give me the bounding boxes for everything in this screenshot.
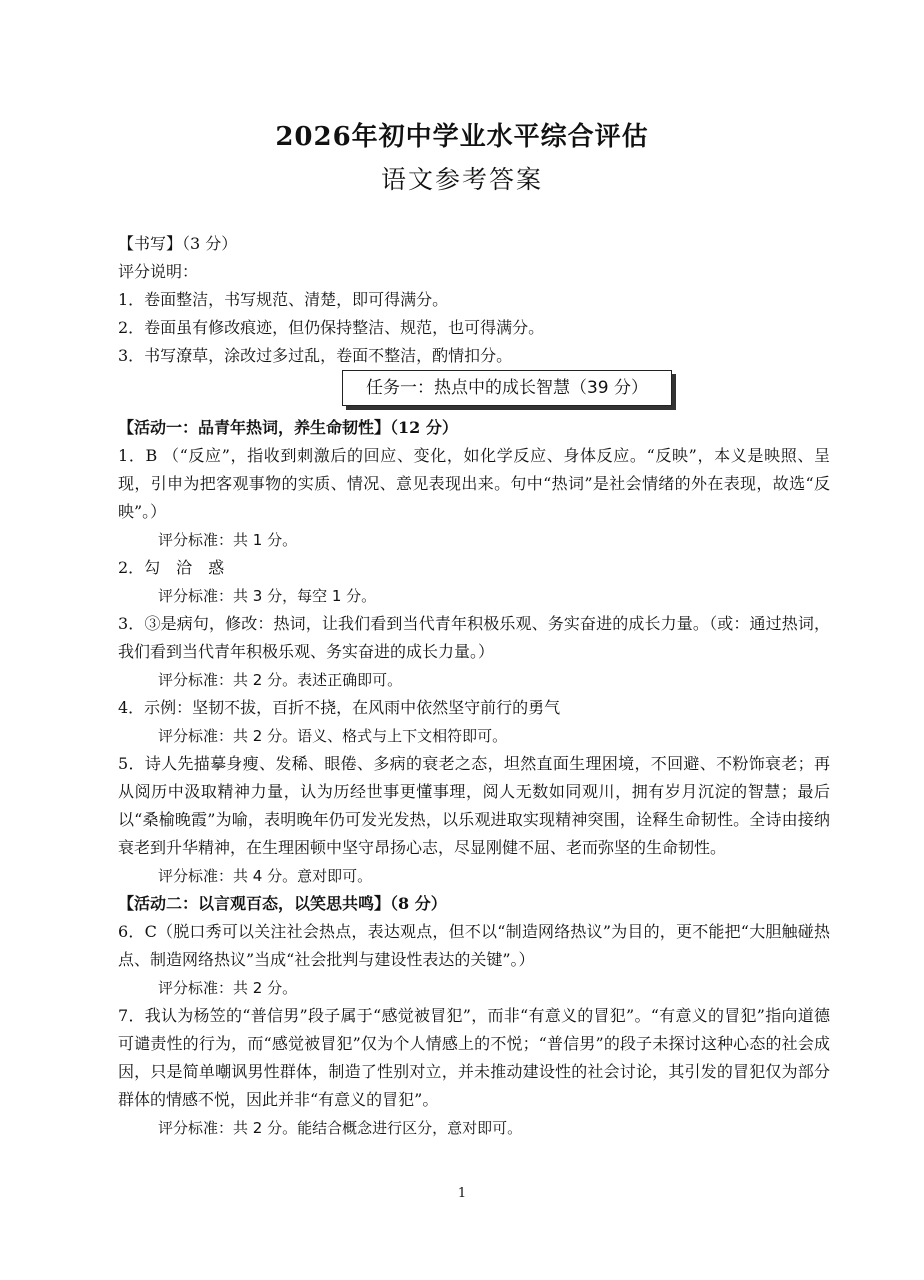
writing-explain-label: 评分说明： <box>118 262 199 281</box>
page-title: 2026年初中学业水平综合评估 <box>275 122 649 152</box>
criteria-q3: 评分标准：共 2 分。表述正确即可。 <box>158 671 403 689</box>
answer-q3: 3．③是病句，修改：热词，让我们看到当代青年积极乐观、务实奋进的成长力量。（或：通过热词，我们看到当代青年积极乐观、务实奋进的成长力量。） <box>118 614 830 661</box>
writing-item: 2．卷面虽有修改痕迹，但仍保持整洁、规范，也可得满分。 <box>118 318 545 337</box>
answer-q5: 5．诗人先描摹身瘦、发稀、眼倦、多病的衰老之态，坦然直面生理困境，不回避、不粉饰衰老；再从阅历中汲取精神力量，认为历经世事更懂事理，阅人无数如同观川，拥有岁月沉淀的智慧；最后以“桑榆晚霞”为喻，表明晚年仍可发光发热，以乐观进取实现精神突围，诠释生命韧性。全诗由接纳衰老到升华精神，在生理困顿中坚守昂扬心志，尽显刚健不屈、老而弥坚的生命韧性。 <box>118 754 830 857</box>
writing-heading: 【书写】（3 分） <box>118 234 238 253</box>
answer-q7: 7．我认为杨笠的“普信男”段子属于“感觉被冒犯”，而非“有意义的冒犯”。“有意义的冒犯”指向道德可谴责性的行为，而“感觉被冒犯”仅为个人情感上的不悦；“普信男”的段子未探讨这种心态的社会成因，只是简单嘲讽男性群体，制造了性别对立，并未推动建设性的社会讨论，其引发的冒犯仅为部分群体的情感不悦，因此并非“有意义的冒犯”。 <box>118 1006 830 1109</box>
criteria-q7: 评分标准：共 2 分。能结合概念进行区分，意对即可。 <box>158 1119 523 1137</box>
criteria-q4: 评分标准：共 2 分。语义、格式与上下文相符即可。 <box>158 727 508 745</box>
task-box-container <box>118 370 830 414</box>
writing-item: 1．卷面整洁，书写规范、清楚，即可得满分。 <box>118 290 449 309</box>
criteria-q5: 评分标准：共 4 分。意对即可。 <box>158 867 373 885</box>
answer-q2: 2．勾 洽 惑 <box>118 558 225 577</box>
activity2-heading: 【活动二：以言观百态，以笑思共鸣】（8 分） <box>118 894 447 913</box>
page-number: 1 <box>457 1186 467 1201</box>
answer-q4: 4．示例：坚韧不拔，百折不挠，在风雨中依然坚守前行的勇气 <box>118 698 561 717</box>
criteria-q2: 评分标准：共 3 分，每空 1 分。 <box>158 587 377 605</box>
criteria-q6: 评分标准：共 2 分。 <box>158 979 298 997</box>
answer-q1: 1．B （“反应”，指收到刺激后的回应、变化，如化学反应、身体反应。“反映”，本义是映照、呈现，引申为把客观事物的实质、情况、意见表现出来。句中“热词”是社会情绪的外在表现，故选“反映”。） <box>118 446 830 521</box>
writing-item: 3．书写潦草，涂改过多过乱，卷面不整洁，酌情扣分。 <box>118 346 513 365</box>
activity1-heading: 【活动一：品青年热词，养生命韧性】（12 分） <box>118 418 458 437</box>
answer-content <box>118 230 830 1142</box>
task1-title-box: 任务一：热点中的成长智慧（39 分） <box>342 370 672 406</box>
answer-q6: 6．C（脱口秀可以关注社会热点，表达观点，但不以“制造网络热议”为目的，更不能把“大胆触碰热点、制造网络热议”当成“社会批判与建设性表达的关键”。） <box>118 922 830 969</box>
page-subtitle: 语文参考答案 <box>380 165 543 194</box>
criteria-q1: 评分标准：共 1 分。 <box>158 531 298 549</box>
